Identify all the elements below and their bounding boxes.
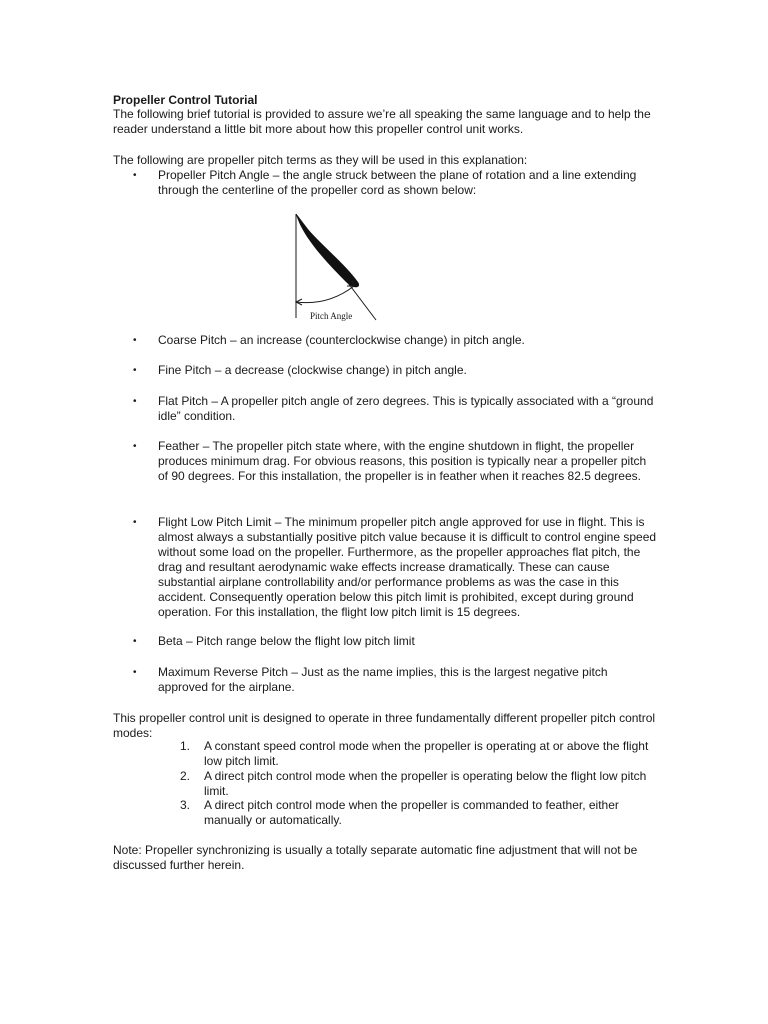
mode-text: A constant speed control mode when the propeller is operating at or above the flight low pitch limit.: [204, 739, 649, 768]
bullet-icon: •: [133, 636, 137, 647]
bullet-icon: •: [133, 667, 137, 678]
bullet-icon: •: [133, 396, 137, 407]
list-number: 2.: [180, 769, 191, 783]
term-text: Propeller Pitch Angle – the angle struck between the plane of rotation and a line extending through the centerline of the propeller cord as shown below:: [158, 168, 637, 197]
note-paragraph: Note: Propeller synchronizing is usually a totally separate automatic fine adjustment that will not be discussed further herein.: [113, 843, 638, 872]
modes-intro-paragraph: This propeller control unit is designed to operate in three fundamentally different propeller pitch control modes:: [113, 711, 656, 740]
list-number: 3.: [180, 798, 191, 812]
list-number: 1.: [180, 739, 191, 753]
bullet-icon: •: [133, 335, 137, 346]
term-text: Feather – The propeller pitch state where, with the engine shutdown in flight, the propeller produces minimum drag. For obvious reasons, this position is typically near a propeller pitch of 90 degrees. For this installation, the propeller is in feather when it reaches 82.5 degrees.: [158, 439, 647, 483]
bullet-icon: •: [133, 365, 137, 376]
term-text: Maximum Reverse Pitch – Just as the name implies, this is the largest negative pitch approved for the airplane.: [158, 665, 608, 694]
bullet-icon: •: [133, 441, 137, 452]
terms-intro-paragraph: The following are propeller pitch terms as they will be used in this explanation:: [113, 153, 528, 167]
pitch-angle-arc: [296, 286, 354, 303]
term-text: Fine Pitch – a decrease (clockwise change) in pitch angle.: [158, 363, 467, 377]
mode-text: A direct pitch control mode when the propeller is operating below the flight low pitch limit.: [204, 769, 647, 798]
term-text: Beta – Pitch range below the flight low pitch limit: [158, 634, 415, 648]
bullet-icon: •: [133, 170, 137, 181]
pitch-angle-label: Pitch Angle: [310, 311, 353, 321]
term-text: Flat Pitch – A propeller pitch angle of zero degrees. This is typically associated with a “ground idle” condition.: [158, 394, 654, 423]
term-text: Flight Low Pitch Limit – The minimum propeller pitch angle approved for use in flight. This is almost always a substantially positive pitch value because it is difficult to control engine speed without some load on the propeller. Furthermore, as the propeller approaches flat pitch, the drag and resultant aerodynamic wake effects increase dramatically. These can cause substantial airplane controllability and/or performance problems as was the case in this accident. Consequently operation below this pitch limit is prohibited, except during ground operation. For this installation, the flight low pitch limit is 15 degrees.: [158, 515, 657, 619]
bullet-icon: •: [133, 517, 137, 528]
pitch-angle-diagram: [280, 208, 400, 328]
mode-text: A direct pitch control mode when the propeller is commanded to feather, either manually or automatically.: [204, 798, 619, 827]
propeller-blade-shape: [296, 214, 359, 287]
term-text: Coarse Pitch – an increase (counterclockwise change) in pitch angle.: [158, 333, 525, 347]
intro-paragraph: The following brief tutorial is provided to assure we’re all speaking the same language and to help the reader understand a little bit more about how this propeller control unit works.: [113, 107, 651, 136]
document-title: Propeller Control Tutorial: [113, 93, 258, 107]
